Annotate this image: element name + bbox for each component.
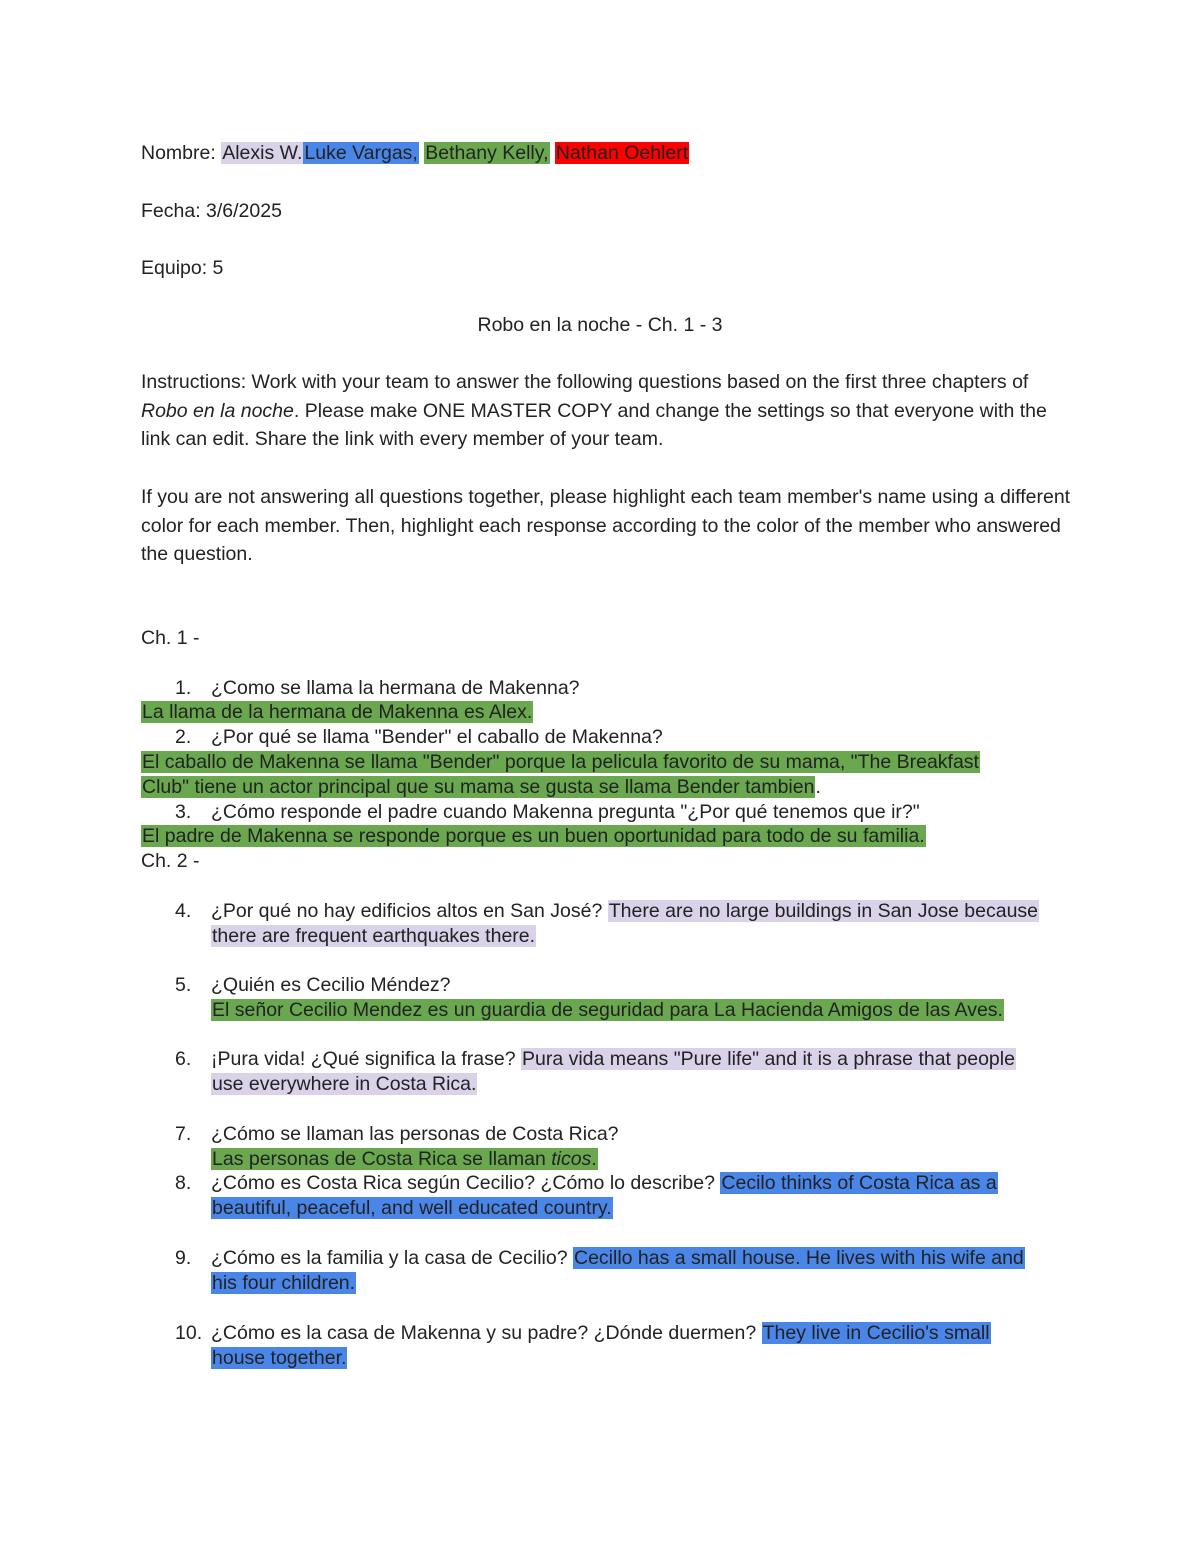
question-2-text: ¿Por qué se llama "Bender" el caballo de Makenna? [211, 726, 663, 748]
answer-5 [211, 998, 1041, 1023]
answer-7-italic: ticos [551, 1148, 592, 1170]
question-9-text: ¿Cómo es la familia y la casa de Cecilio? [211, 1247, 573, 1269]
question-6-text: ¡Pura vida! ¿Qué significa la frase? [211, 1048, 521, 1070]
question-9-num: 9. [175, 1247, 192, 1269]
member-luke: Luke Vargas, [304, 142, 418, 164]
question-9 [211, 1246, 1031, 1296]
question-4-number [175, 899, 211, 924]
question-10 [211, 1321, 1031, 1371]
question-1-text: ¿Como se llama la hermana de Makenna? [211, 677, 580, 699]
instructions-text-b: . Please make ONE MASTER COPY and change the settings so that everyone with the link can edit. Share the link with every member of your team. [141, 399, 1047, 450]
answer-8-text: Cecilo thinks of Costa Rica as a beautiful, peaceful, and well educated country. [212, 1172, 997, 1219]
question-6-num: 6. [175, 1048, 192, 1070]
question-4 [211, 899, 1046, 949]
ch2-label: Ch. 2 - [141, 850, 200, 872]
nombre-label: Nombre: [141, 142, 216, 164]
question-2 [175, 725, 663, 750]
question-5-text: ¿Quién es Cecilio Méndez? [211, 974, 451, 996]
answer-2 [141, 750, 1001, 800]
answer-5-text: El señor Cecilio Mendez es un guardia de seguridad para La Hacienda Amigos de las Aves. [212, 999, 1003, 1021]
member-alexis: Alexis W. [222, 142, 303, 164]
question-5-number [175, 973, 211, 998]
answer-1-text: La llama de la hermana de Makenna es Alex. [142, 701, 533, 723]
answer-7-pre: Las personas de Costa Rica se llaman [212, 1148, 552, 1170]
question-7 [211, 1122, 1051, 1172]
fecha-line: Fecha: 3/6/2025 [141, 200, 282, 222]
question-8-number [175, 1171, 211, 1196]
question-3-text: ¿Cómo responde el padre cuando Makenna pregunta "¿Por qué tenemos que ir?" [211, 801, 920, 823]
answer-3-text: El padre de Makenna se responde porque es un buen oportunidad para todo de su familia. [142, 825, 925, 847]
question-4-num: 4. [175, 900, 192, 922]
answer-2-tail: . [815, 776, 821, 798]
question-4-text: ¿Por qué no hay edificios altos en San José? [211, 900, 608, 922]
answer-9-text: Cecillo has a small house. He lives with his wife and his four children. [212, 1247, 1024, 1294]
question-5-num: 5. [175, 974, 192, 996]
answer-6-text: Pura vida means "Pure life" and it is a phrase that people use everywhere in Costa Rica. [212, 1048, 1015, 1095]
equipo-line: Equipo: 5 [141, 257, 224, 279]
question-3 [175, 800, 920, 825]
question-8-num: 8. [175, 1172, 192, 1194]
question-10-number [175, 1321, 211, 1346]
question-1 [175, 676, 580, 701]
instructions-text-a: Instructions: Work with your team to answer the following questions based on the first three chapters of [141, 371, 1029, 393]
question-8-text: ¿Cómo es Costa Rica según Cecilio? ¿Cómo lo describe? [211, 1172, 721, 1194]
question-6-number [175, 1047, 211, 1072]
answer-3 [141, 824, 1141, 849]
question-7-number [175, 1122, 211, 1147]
instructions-paragraph [141, 368, 1071, 454]
answer-2-text: El caballo de Makenna se llama "Bender" porque la pelicula favorito de su mama, "The Breakfast Club" tiene un actor principal que su mama se gusta se llama Bender tambien [142, 751, 979, 798]
question-10-num: 10. [175, 1322, 203, 1344]
answer-10-text: They live in Cecilio's small house together. [212, 1322, 990, 1369]
answer-7 [211, 1147, 1051, 1172]
question-5 [211, 973, 1051, 1023]
question-7-num: 7. [175, 1123, 192, 1145]
member-bethany: Bethany Kelly, [425, 142, 549, 164]
document-title: Robo en la noche - Ch. 1 - 3 [477, 314, 723, 336]
answer-1 [141, 700, 1041, 725]
question-9-number [175, 1246, 211, 1271]
answer-7-text [211, 1148, 598, 1170]
member-nathan: Nathan Oehlert [555, 142, 689, 164]
question-2-number: 2. [175, 726, 192, 748]
answer-4-text: There are no large buildings in San Jose because there are frequent earthquakes there. [212, 900, 1039, 947]
question-1-number: 1. [175, 677, 192, 699]
highlight-instructions-paragraph: If you are not answering all questions together, please highlight each team member's name using a different color for each member. Then, highlight each response according to the color of the member who answered the question. [141, 486, 1071, 565]
question-6 [211, 1047, 1041, 1097]
question-3-number: 3. [175, 801, 192, 823]
nombre-line [141, 141, 689, 166]
question-10-text: ¿Cómo es la casa de Makenna y su padre? ¿Dónde duermen? [211, 1322, 762, 1344]
question-7-text: ¿Cómo se llaman las personas de Costa Rica? [211, 1123, 619, 1145]
book-title-italic: Robo en la noche [141, 399, 294, 422]
ch1-label: Ch. 1 - [141, 627, 200, 649]
question-8 [211, 1171, 1041, 1221]
answer-7-post: . [591, 1148, 597, 1170]
